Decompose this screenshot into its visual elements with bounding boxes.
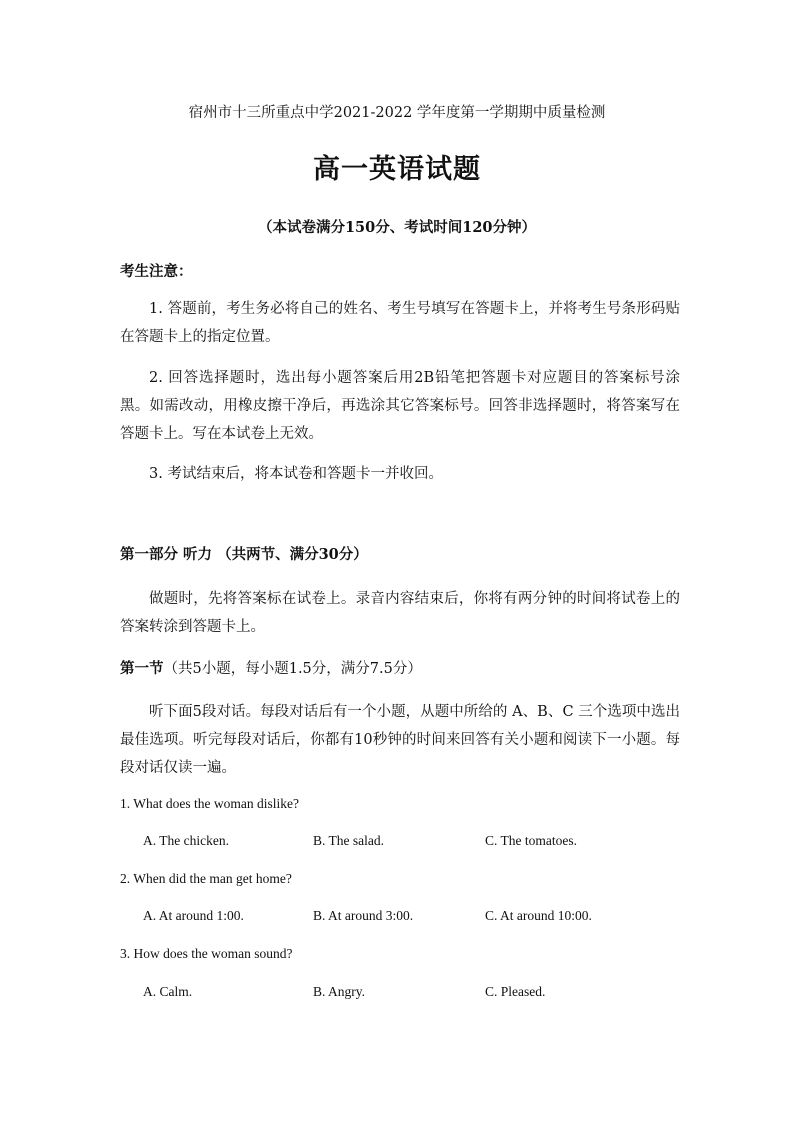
part-heading: 第一部分 听力 （共两节、满分30分） [120,546,368,563]
notice-item: 2. 回答选择题时，选出每小题答案后用2B铅笔把答题卡对应题目的答案标号涂黑。如需改动，用橡皮擦干净后，再选涂其它答案标号。回答非选择题时，将答案写在答题卡上。写在本试卷上无效。 [120,370,680,442]
notice-item: 3. 考试结束后，将本试卷和答题卡一并收回。 [149,466,443,482]
part-instruction: 做题时，先将答案标在试卷上。录音内容结束后，你将有两分钟的时间将试卷上的答案转涂到答题卡上。 [120,591,680,635]
question-stem: 2. When did the man get home? [120,871,292,886]
option-b: B. The salad. [313,833,384,848]
exam-subtitle: 宿州市十三所重点中学2021-2022 学年度第一学期期中质量检测 [188,105,606,121]
question-stem: 1. What does the woman dislike? [120,796,299,811]
section-label: 第一节 [120,660,164,677]
section-heading [120,657,422,678]
option-b: B. At around 3:00. [313,908,414,923]
option-c: C. At around 10:00. [485,908,592,923]
option-a: A. Calm. [143,984,193,999]
section-detail: （共5小题，每小题1.5分，满分7.5分） [163,661,422,677]
section-instruction: 听下面5段对话。每段对话后有一个小题，从题中所给的 A、B、C 三个选项中选出最佳选项。听完每段对话后，你都有10秒钟的时间来回答有关小题和阅读下一小题。每段对话仅读一遍。 [120,704,680,776]
option-a: A. At around 1:00. [143,908,244,923]
notice-item: 1. 答题前，考生务必将自己的姓名、考生号填写在答题卡上，并将考生号条形码贴在答题卡上的指定位置。 [120,301,680,345]
exam-info: （本试卷满分150分、考试时间120分钟） [257,219,537,236]
option-a: A. The chicken. [143,833,229,848]
option-b: B. Angry. [313,984,366,999]
page-title: 高一英语试题 [313,154,481,185]
question-stem: 3. How does the woman sound? [120,946,293,961]
option-c: C. The tomatoes. [485,833,577,848]
notice-heading: 考生注意： [120,263,193,280]
option-c: C. Pleased. [485,984,546,999]
